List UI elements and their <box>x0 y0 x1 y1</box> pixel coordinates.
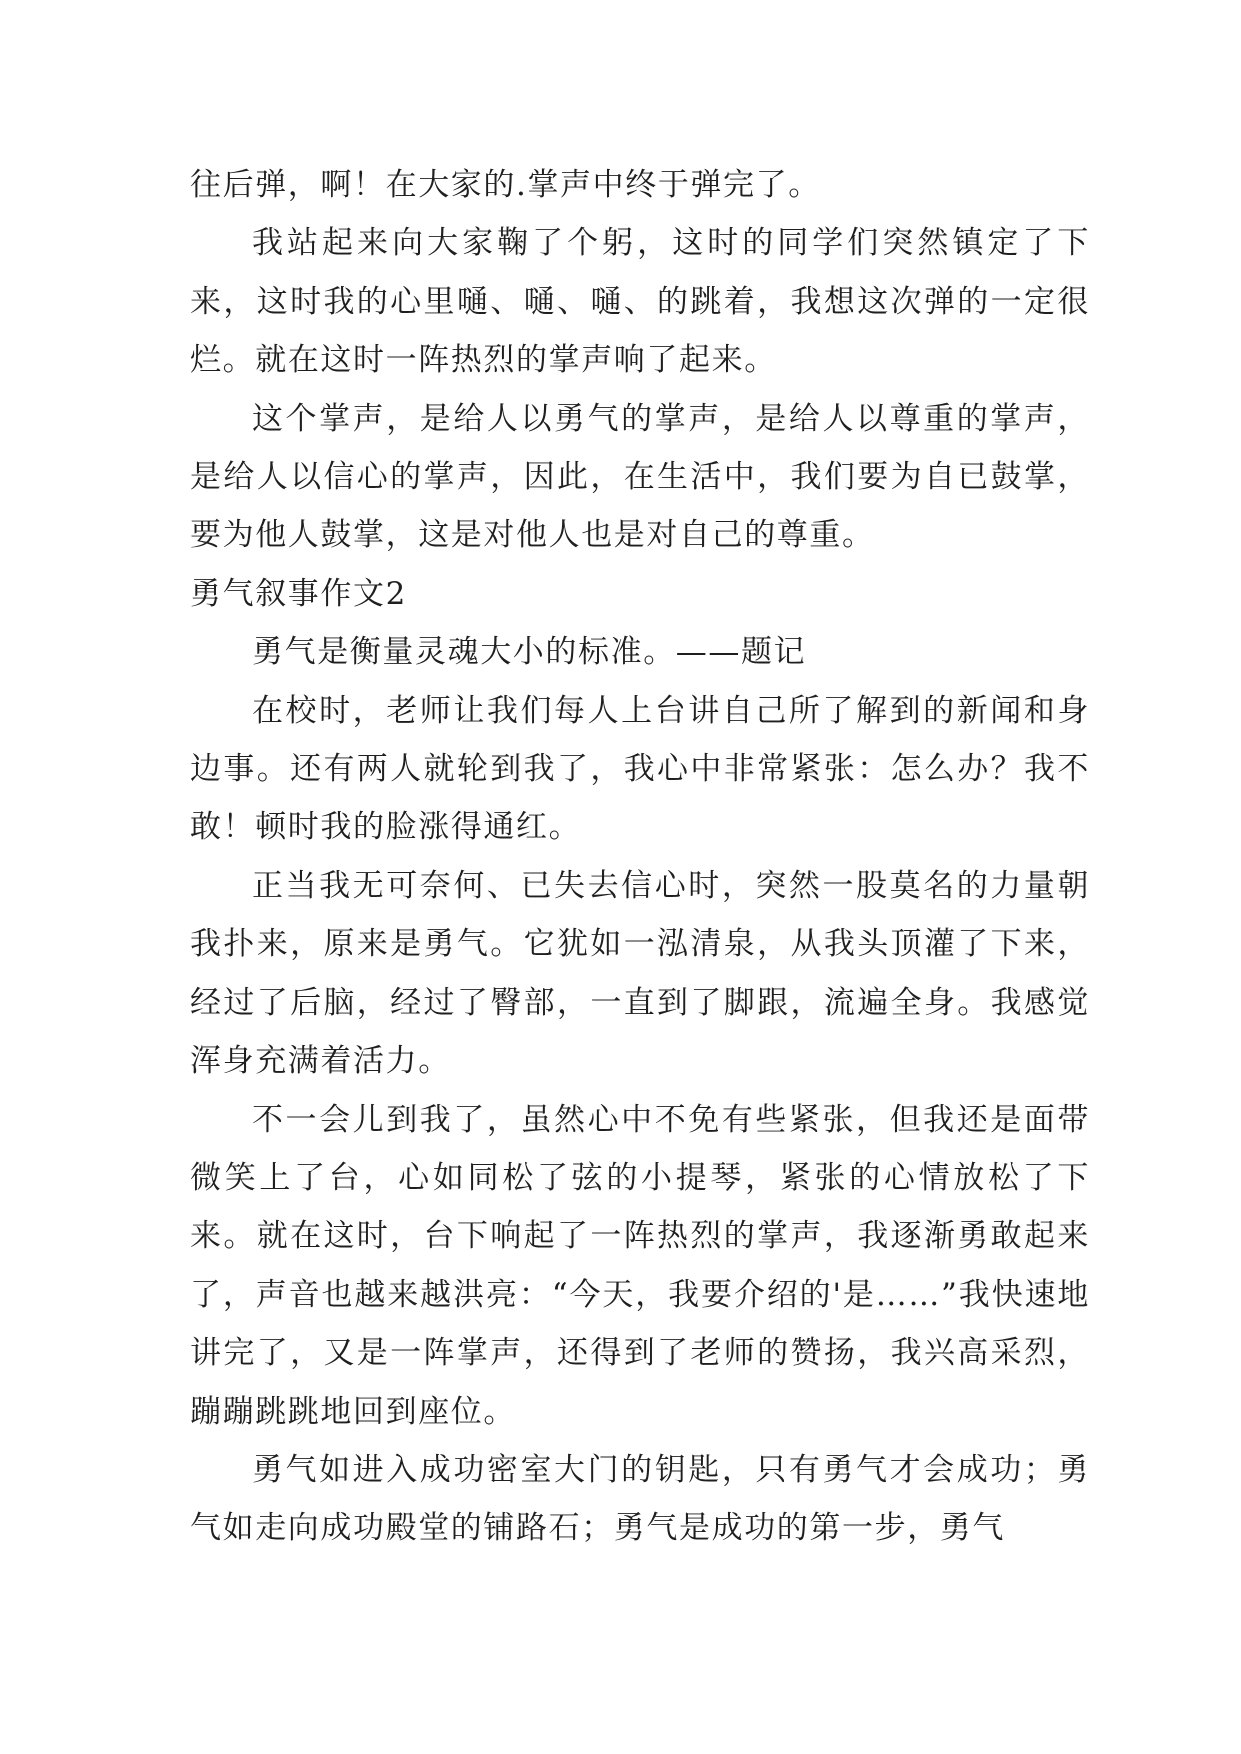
paragraph: 在校时，老师让我们每人上台讲自己所了解到的新闻和身边事。还有两人就轮到我了，我心中非常紧张：怎么办？我不敢！顿时我的脸涨得通红。 <box>190 692 1090 846</box>
document-body <box>190 156 1090 1558</box>
paragraph: 我站起来向大家鞠了个躬，这时的同学们突然镇定了下来，这时我的心里嗵、嗵、嗵、的跳着，我想这次弹的一定很烂。就在这时一阵热烈的掌声响了起来。 <box>190 225 1090 379</box>
paragraph: 不一会儿到我了，虽然心中不免有些紧张，但我还是面带微笑上了台，心如同松了弦的小提琴，紧张的心情放松了下来。就在这时，台下响起了一阵热烈的掌声，我逐渐勇敢起来了，声音也越来越洪亮：“今天，我要介绍的'是……”我快速地讲完了，又是一阵掌声，还得到了老师的赞扬，我兴高采烈，蹦蹦跳跳地回到座位。 <box>190 1101 1090 1430</box>
paragraph: 勇气如进入成功密室大门的钥匙，只有勇气才会成功；勇气如走向成功殿堂的铺路石；勇气是成功的第一步，勇气 <box>190 1451 1090 1547</box>
section-heading: 勇气叙事作文2 <box>190 575 407 612</box>
paragraph-continued: 往后弹，啊！在大家的.掌声中终于弹完了。 <box>190 167 821 203</box>
paragraph: 正当我无可奈何、已失去信心时，突然一股莫名的力量朝我扑来，原来是勇气。它犹如一泓清泉，从我头顶灌了下来，经过了后脑，经过了臀部，一直到了脚跟，流遍全身。我感觉浑身充满着活力。 <box>190 867 1090 1080</box>
epigraph: 勇气是衡量灵魂大小的标准。——题记 <box>252 634 807 671</box>
paragraph: 这个掌声，是给人以勇气的掌声，是给人以尊重的掌声，是给人以信心的掌声，因此，在生活中，我们要为自已鼓掌，要为他人鼓掌，这是对他人也是对自己的尊重。 <box>190 400 1090 554</box>
